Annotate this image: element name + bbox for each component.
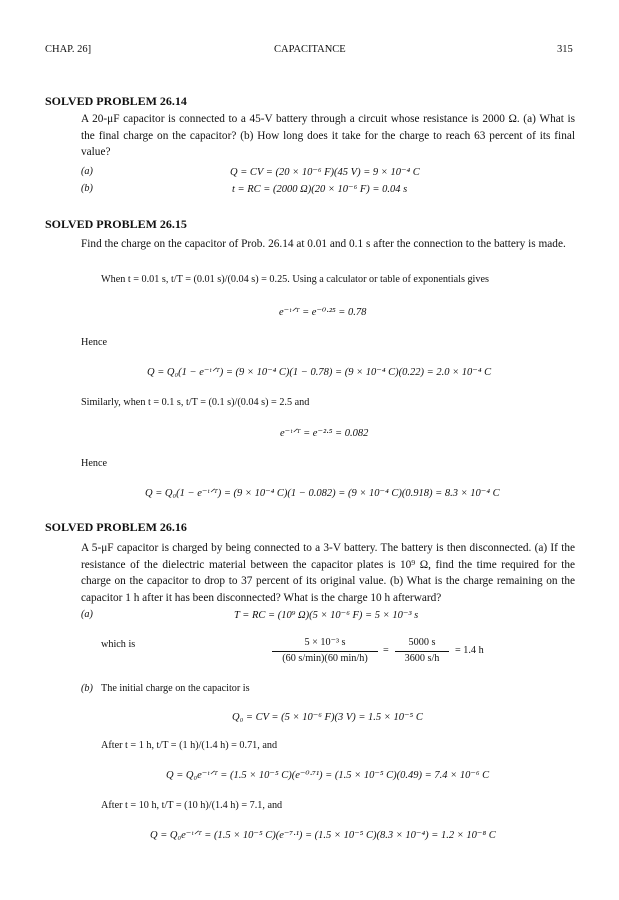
fraction-bar: [272, 651, 378, 652]
solution-text-line: When t = 0.01 s, t/T = (0.01 s)/(0.04 s) = 0.25. Using a calculator or table of exponentials gives: [101, 274, 489, 285]
equation-time-constant: t = RC = (2000 Ω)(20 × 10⁻⁶ F) = 0.04 s: [232, 184, 408, 195]
fraction-denominator: 3600 s/h: [404, 653, 440, 664]
fraction-numerator: 5 × 10⁻³ s: [304, 637, 346, 648]
problem-26-16-heading: SOLVED PROBLEM 26.16: [45, 520, 187, 534]
result-hours: = 1.4 h: [455, 645, 484, 656]
part-b-label: (b): [81, 183, 93, 194]
exponential-equation: e⁻ᵗᐟᵀ = e⁻⁰·²⁵ = 0.78: [279, 307, 367, 318]
problem-26-14-statement: A 20-μF capacitor is connected to a 45-V battery through a circuit whose resistance is 2000 Ω. (a) What is the final charge on the capacitor? (b) How long does it take for the charge to reach 63 percent of its final value?: [81, 113, 575, 158]
running-title: CAPACITANCE: [274, 44, 346, 55]
which-is-label: which is: [101, 639, 136, 650]
hence-label: Hence: [81, 337, 108, 348]
problem-26-15-statement: Find the charge on the capacitor of Prob. 26.14 at 0.01 and 0.1 s after the connection to the battery is made.: [81, 238, 566, 250]
initial-charge-equation: Q₀ = CV = (5 × 10⁻⁶ F)(3 V) = 1.5 × 10⁻⁵ C: [232, 712, 423, 723]
part-a-label: (a): [81, 609, 93, 620]
fraction-bar: [395, 651, 449, 652]
initial-charge-text: The initial charge on the capacitor is: [101, 683, 250, 694]
page-number: 315: [557, 44, 573, 55]
problem-26-15-heading: SOLVED PROBLEM 26.15: [45, 217, 187, 231]
solution-text-line: Similarly, when t = 0.1 s, t/T = (0.1 s)/(0.04 s) = 2.5 and: [81, 397, 310, 408]
fraction-denominator: (60 s/min)(60 min/h): [282, 653, 368, 664]
charge-after-10h-equation: Q = Q₀e⁻ᵗᐟᵀ = (1.5 × 10⁻⁵ C)(e⁻⁷·¹) = (1.5 × 10⁻⁵ C)(8.3 × 10⁻⁴) = 1.2 × 10⁻⁸ C: [150, 830, 496, 841]
after-10h-text: After t = 10 h, t/T = (10 h)/(1.4 h) = 7.1, and: [101, 800, 283, 811]
part-b-label: (b): [81, 683, 93, 694]
part-a-label: (a): [81, 166, 93, 177]
chapter-label: CHAP. 26]: [45, 44, 92, 55]
after-1h-text: After t = 1 h, t/T = (1 h)/(1.4 h) = 0.71, and: [101, 740, 278, 751]
charge-equation: Q = Q₀(1 − e⁻ᵗᐟᵀ) = (9 × 10⁻⁴ C)(1 − 0.78) = (9 × 10⁻⁴ C)(0.22) = 2.0 × 10⁻⁴ C: [147, 367, 492, 378]
charge-after-1h-equation: Q = Q₀e⁻ᵗᐟᵀ = (1.5 × 10⁻⁵ C)(e⁻⁰·⁷¹) = (1.5 × 10⁻⁵ C)(0.49) = 7.4 × 10⁻⁶ C: [166, 770, 490, 781]
time-constant-equation: T = RC = (10⁹ Ω)(5 × 10⁻⁶ F) = 5 × 10⁻³ s: [234, 610, 419, 621]
exponential-equation: e⁻ᵗᐟᵀ = e⁻²·⁵ = 0.082: [280, 428, 369, 439]
equals-sign: =: [383, 645, 389, 656]
problem-26-16-statement: A 5-μF capacitor is charged by being connected to a 3-V battery. The battery is then disconnected. (a) If the resistance of the dielectric material between the capacitor plates is 10⁹ Ω, find the time required for the charge on the capacitor to drop to 37 percent of its original value. (b) What is the charge remaining on the capacitor 1 h after it has been disconnected? What is the charge 10 h afterward?: [81, 542, 575, 604]
problem-26-14-heading: SOLVED PROBLEM 26.14: [45, 94, 187, 108]
equation-final-charge: Q = CV = (20 × 10⁻⁶ F)(45 V) = 9 × 10⁻⁴ C: [230, 167, 420, 178]
charge-equation: Q = Q₀(1 − e⁻ᵗᐟᵀ) = (9 × 10⁻⁴ C)(1 − 0.082) = (9 × 10⁻⁴ C)(0.918) = 8.3 × 10⁻⁴ C: [145, 488, 500, 499]
fraction-numerator: 5000 s: [408, 637, 436, 648]
hence-label: Hence: [81, 458, 108, 469]
